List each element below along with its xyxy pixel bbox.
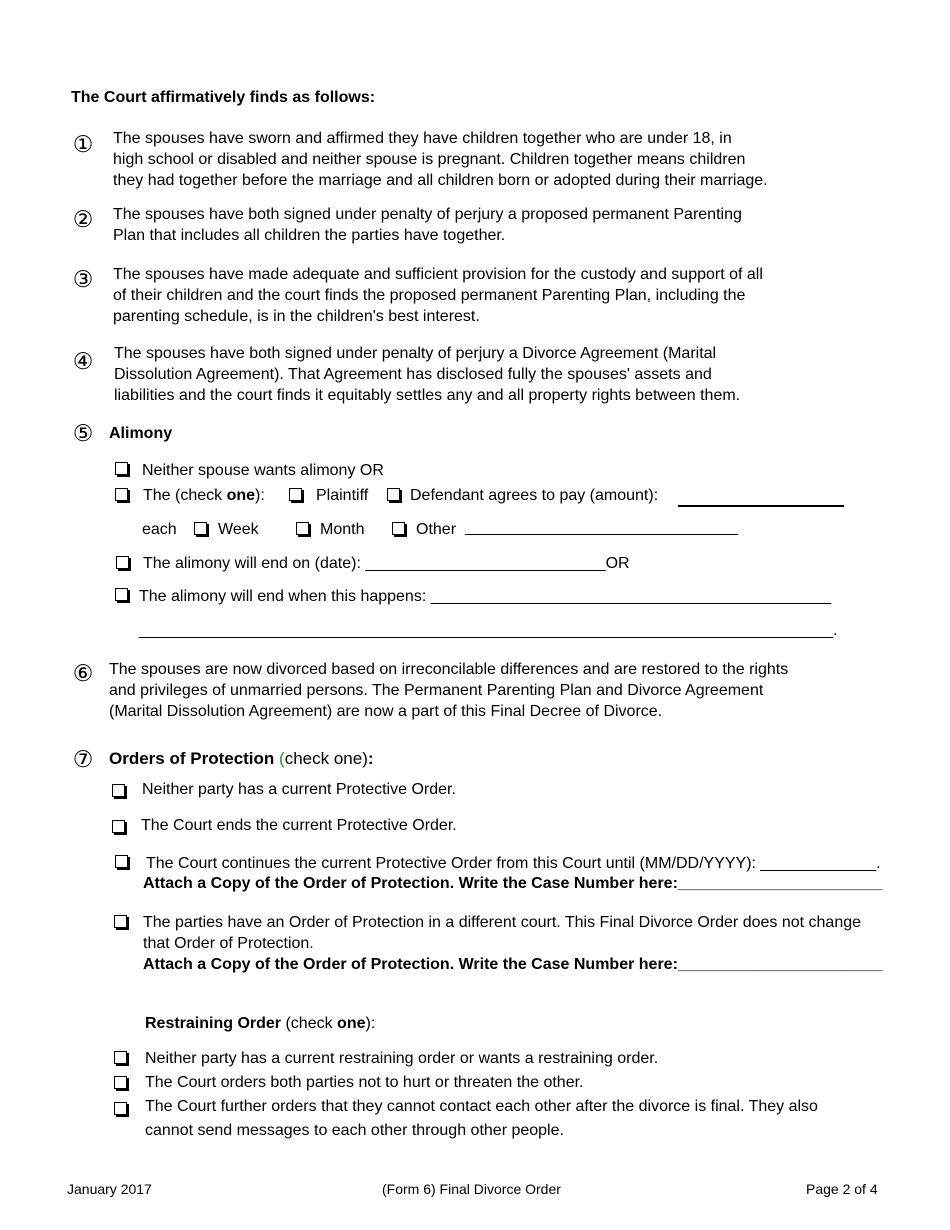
- finding-4: The spouses have both signed under penalty of perjury a Divorce Agreement (Marital Dissolution Agreement). That Agreement has disclosed fully the spouses' assets and liabilities and the court finds it equitably settles any and all property rights between them.: [114, 345, 741, 404]
- plaintiff-checkbox[interactable]: [289, 488, 302, 501]
- finding-3: The spouses have made adequate and sufficient provision for the custody and support of all of their children and the court finds the proposed permanent Parenting Plan, including the parenting schedule, is in the children's best interest.: [113, 266, 763, 325]
- month-checkbox[interactable]: [296, 522, 309, 535]
- finding-6: The spouses are now divorced based on irreconcilable differences and are restored to the rights and privileges of unmarried persons. The Permanent Parenting Plan and Divorce Agreement (Marital Dissolution Agreement) are now a part of this Final Decree of Divorce.: [109, 661, 789, 720]
- restraining-no-contact-checkbox[interactable]: [114, 1102, 127, 1115]
- other-label: Other: [416, 521, 457, 538]
- end-date-checkbox[interactable]: [116, 556, 129, 569]
- restraining-none-label: Neither party has a current restraining order or wants a restraining order.: [145, 1050, 659, 1067]
- alimony-pay-checkbox[interactable]: [115, 488, 128, 501]
- circled-number-6: ⑥: [72, 660, 94, 686]
- other-frequency-field[interactable]: [465, 534, 738, 535]
- protection-end-checkbox[interactable]: [112, 820, 125, 833]
- protection-continue-label: The Court continues the current Protective Order from this Court until (MM/DD/YYYY): _____________.: [146, 855, 881, 872]
- alimony-end-event: The alimony will end when this happens: _____________________________________________: [139, 588, 832, 605]
- footer-page-number: Page 2 of 4: [806, 1181, 878, 1197]
- circled-number-5: ⑤: [72, 420, 94, 446]
- circled-number-4: ④: [72, 348, 94, 374]
- alimony-pay-line: The (check one):: [143, 487, 265, 504]
- restraining-none-checkbox[interactable]: [114, 1051, 127, 1064]
- other-checkbox[interactable]: [392, 522, 405, 535]
- finding-2: The spouses have both signed under penalty of perjury a proposed permanent Parenting Plan that includes all children the parties have together.: [113, 206, 742, 244]
- no-alimony-label: Neither spouse wants alimony OR: [142, 462, 384, 479]
- protection-continue-case-number: Attach a Copy of the Order of Protection. Write the Case Number here:_______________________: [143, 875, 883, 892]
- protection-other-court: The parties have an Order of Protection in a different court. This Final Divorce Order does not change that Order of Protection. Attach a Copy of the Order of Protection. Write the Case Number here:_______________________: [143, 914, 883, 973]
- footer-date: January 2017: [67, 1181, 152, 1197]
- alimony-end-date: The alimony will end on (date): ___________________________OR: [143, 555, 630, 572]
- protection-title: Orders of Protection (check one):: [109, 749, 374, 768]
- alimony-title: Alimony: [109, 425, 173, 442]
- no-alimony-checkbox[interactable]: [115, 462, 128, 475]
- restraining-title: Restraining Order (check one):: [145, 1015, 376, 1032]
- plaintiff-label: Plaintiff: [316, 487, 369, 504]
- each-label: each: [142, 521, 177, 538]
- page-heading: The Court affirmatively finds as follows:: [71, 89, 376, 106]
- week-label: Week: [218, 521, 259, 538]
- defendant-label: Defendant agrees to pay (amount):: [410, 487, 659, 504]
- restraining-no-contact: The Court further orders that they cannot contact each other after the divorce is final. They also cannot send messages to each other through other people.: [145, 1098, 818, 1139]
- finding-1: The spouses have sworn and affirmed they have children together who are under 18, in high school or disabled and neither spouse is pregnant. Children together means children they had together before the marriage and all children born or adopted during their marriage.: [113, 130, 768, 189]
- protection-continue-checkbox[interactable]: [115, 855, 128, 868]
- circled-number-7: ⑦: [72, 746, 94, 772]
- protection-none-checkbox[interactable]: [112, 784, 125, 797]
- footer-form-title: (Form 6) Final Divorce Order: [382, 1181, 561, 1197]
- restraining-no-harm-label: The Court orders both parties not to hurt or threaten the other.: [145, 1074, 584, 1091]
- alimony-amount-field[interactable]: [678, 505, 844, 507]
- end-event-checkbox[interactable]: [115, 588, 128, 601]
- protection-end-label: The Court ends the current Protective Order.: [141, 817, 457, 834]
- circled-number-3: ③: [72, 266, 94, 292]
- protection-none-label: Neither party has a current Protective Order.: [142, 781, 456, 798]
- protection-other-court-checkbox[interactable]: [114, 915, 127, 928]
- week-checkbox[interactable]: [194, 522, 207, 535]
- circled-number-1: ①: [72, 131, 94, 157]
- month-label: Month: [320, 521, 365, 538]
- defendant-checkbox[interactable]: [387, 488, 400, 501]
- restraining-no-harm-checkbox[interactable]: [114, 1076, 127, 1089]
- alimony-end-event-line2: ______________________________________________________________________________.: [139, 622, 838, 639]
- circled-number-2: ②: [72, 206, 94, 232]
